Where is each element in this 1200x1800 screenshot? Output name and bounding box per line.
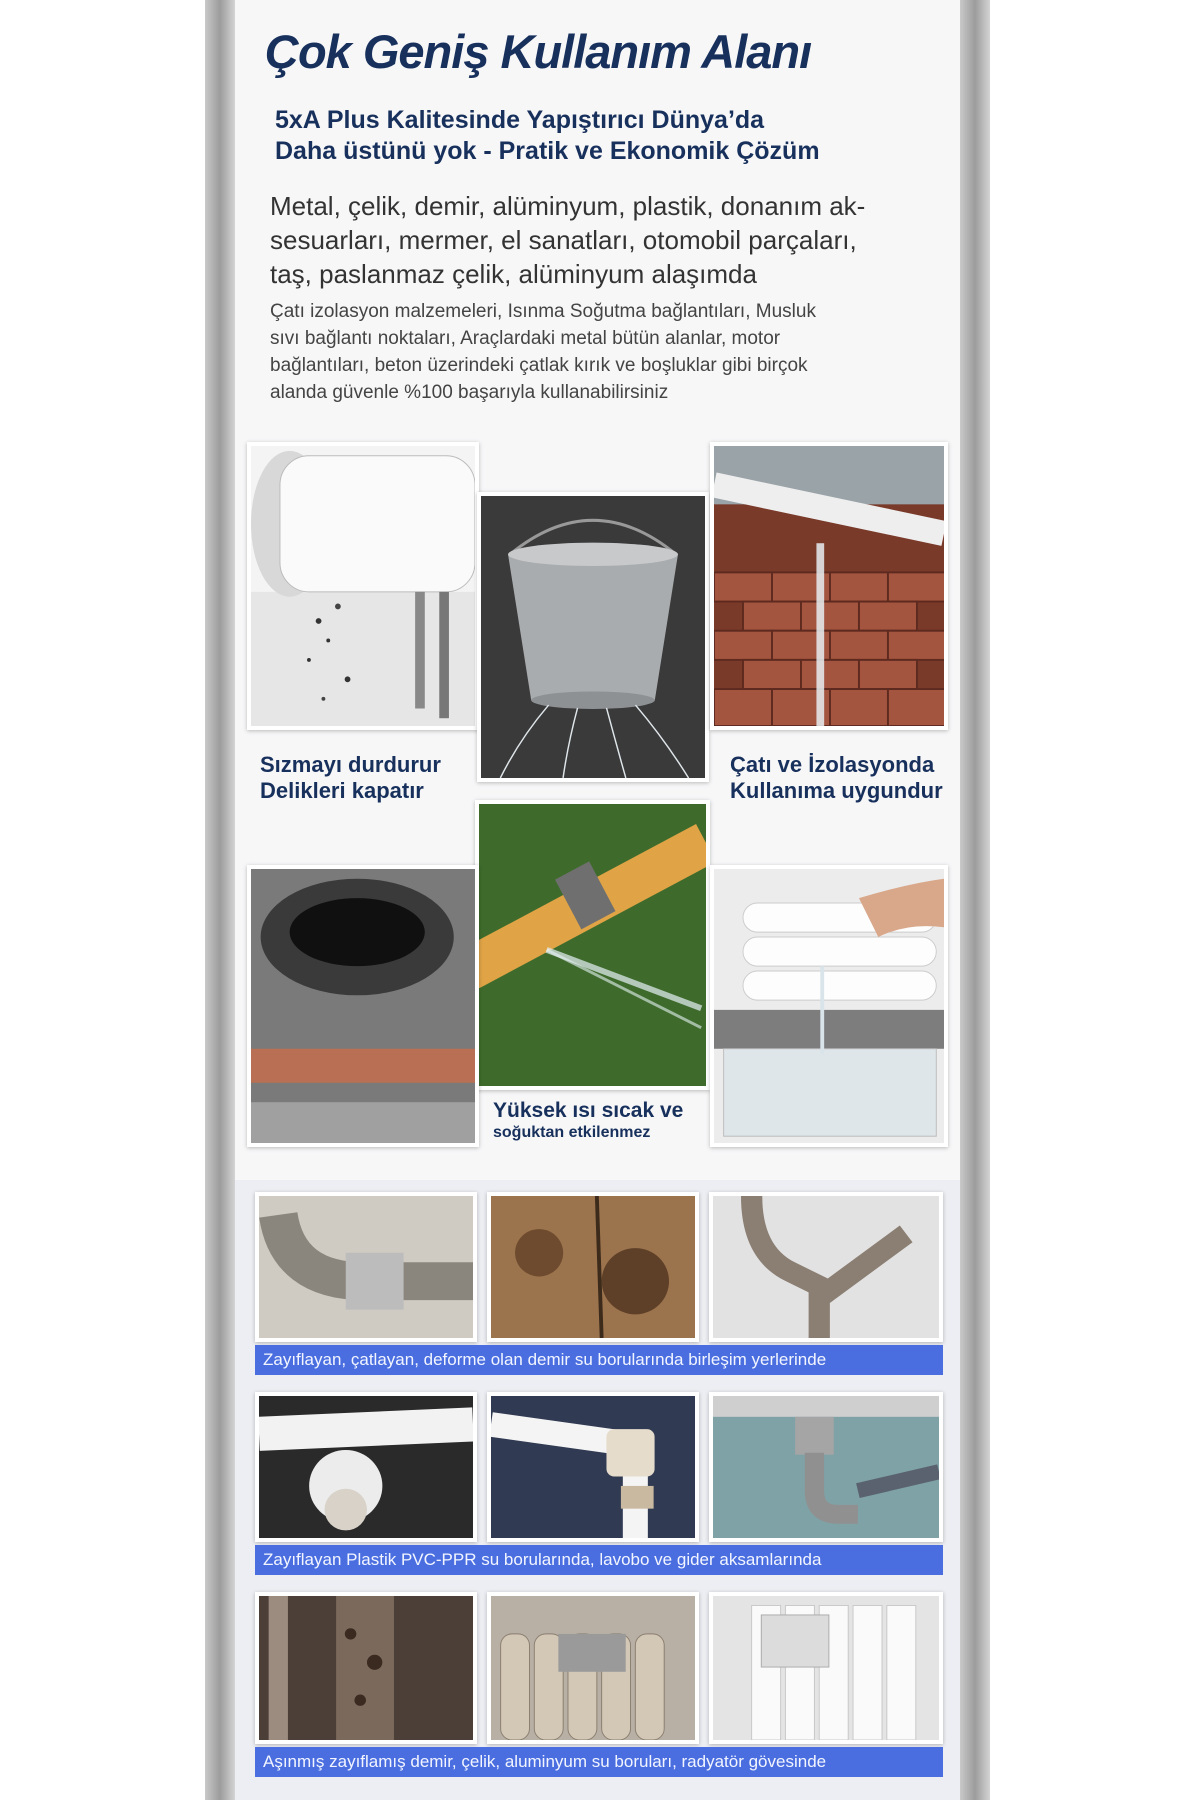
ppr-elbow-photo <box>487 1392 699 1542</box>
rusty-pipe-photo <box>487 1192 699 1342</box>
uses-line: Çatı izolasyon malzemeleri, Isınma Soğutma bağlantıları, Musluk <box>270 301 816 322</box>
uses-line: bağlantıları, beton üzerindeki çatlak kırık ve boşluklar gibi birçok <box>270 355 808 376</box>
pvc-drain-photo <box>255 1392 477 1542</box>
subtitle-line: Daha üstünü yok - Pratik ve Ekonomik Çözüm <box>275 137 820 165</box>
materials-line: sesuarları, mermer, el sanatları, otomobil parçaları, <box>270 225 857 255</box>
sink-drain-photo <box>709 1392 943 1542</box>
caption-heat <box>493 1100 683 1144</box>
radiator-bar: Aşınmış zayıflamış demir, çelik, aluminyum su boruları, radyatör gövesinde <box>255 1747 943 1777</box>
panel-radiator-photo <box>709 1592 943 1744</box>
ceiling-pipe-photo <box>709 1192 943 1342</box>
pvc-pipes-photo <box>710 865 948 1147</box>
leaking-bucket-photo <box>477 492 709 782</box>
caption-line: Çatı ve İzolasyonda <box>730 752 935 777</box>
uses-line: alanda güvenle %100 başarıyla kullanabilirsiniz <box>270 382 669 403</box>
corroded-pipe-photo <box>255 1592 477 1744</box>
subtitle <box>275 105 935 167</box>
right-frame <box>960 0 990 1800</box>
caption-line: Yüksek ısı sıcak ve <box>493 1099 684 1122</box>
pipe-applications-section <box>235 1180 960 1800</box>
materials-line: Metal, çelik, demir, alüminyum, plastik, donanım ak- <box>270 191 866 221</box>
water-heater-leak-photo <box>247 442 479 730</box>
caption-line: Sızmayı durdurur <box>260 752 441 777</box>
uses-text <box>270 298 950 406</box>
old-radiator-photo <box>487 1592 699 1744</box>
caption-line: Delikleri kapatır <box>260 778 424 803</box>
product-infographic <box>235 0 960 1800</box>
subtitle-line: 5xA Plus Kalitesinde Yapıştırıcı Dünya’da <box>275 106 765 134</box>
caption-leak <box>260 752 441 804</box>
page-title: Çok Geniş Kullanım Alanı <box>265 25 812 78</box>
caption-line: soğuktan etkilenmez <box>493 1124 651 1141</box>
iron-pipe-elbow-photo <box>255 1192 477 1342</box>
iron-pipes-bar: Zayıflayan, çatlayan, deforme olan demir su borularında birleşim yerlerinde <box>255 1345 943 1375</box>
caption-line: Kullanıma uygundur <box>730 778 943 803</box>
car-undercarriage-photo <box>247 865 479 1147</box>
materials-line: taş, paslanmaz çelik, alüminyum alaşımda <box>270 259 757 289</box>
plastic-pipes-bar: Zayıflayan Plastik PVC-PPR su borularında, lavobo ve gider aksamlarında <box>255 1545 943 1575</box>
caption-roof <box>730 752 943 804</box>
materials-text <box>270 189 950 291</box>
garden-pipe-photo <box>475 800 710 1090</box>
left-frame <box>205 0 235 1800</box>
uses-line: sıvı bağlantı noktaları, Araçlardaki metal bütün alanlar, motor <box>270 328 781 349</box>
roof-gutter-photo <box>710 442 948 730</box>
